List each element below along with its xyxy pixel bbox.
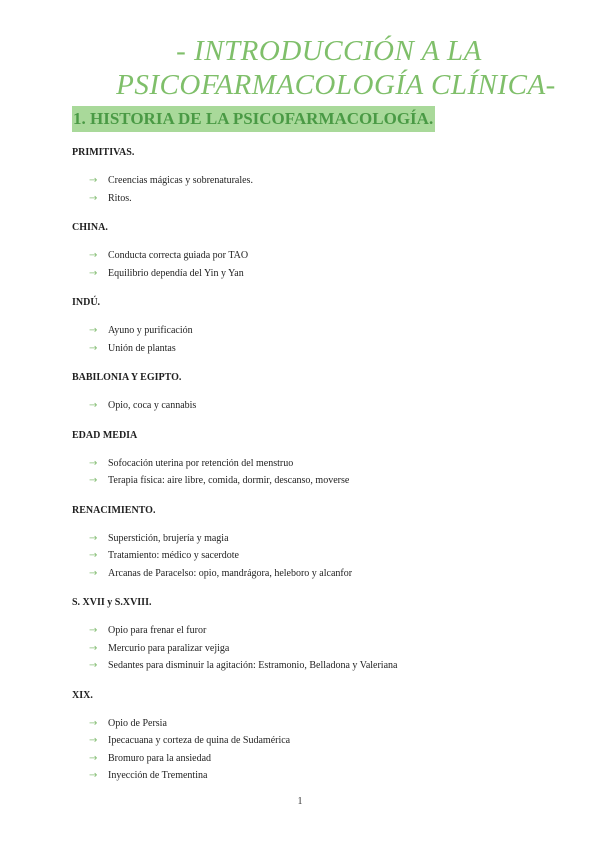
spacer — [72, 675, 532, 689]
list-item-text: Mercurio para paralizar vejiga — [108, 642, 230, 654]
list-item-text: Sedantes para disminuir la agitación: Estramonio, Belladona y Valeriana — [108, 660, 398, 671]
spacer — [72, 282, 532, 296]
era-list — [72, 715, 532, 785]
era-list — [72, 622, 532, 675]
list-item-text: Opio para frenar el furor — [108, 625, 207, 636]
spacer — [72, 309, 532, 322]
era-title: BABILONIA Y EGIPTO. — [72, 372, 182, 383]
arrow-right-icon: → — [89, 717, 98, 729]
arrow-right-icon: → — [89, 267, 98, 279]
era-title: XIX. — [72, 689, 93, 701]
list-item — [72, 397, 532, 415]
spacer — [72, 517, 532, 530]
arrow-right-icon: → — [89, 642, 98, 654]
list-item-text: Opio de Persia — [108, 717, 167, 729]
arrow-right-icon: → — [89, 457, 98, 469]
arrow-right-icon: → — [89, 475, 98, 486]
arrow-right-icon: → — [89, 752, 98, 764]
section-heading-wrapper — [72, 106, 435, 132]
list-item-text: Inyección de Trementina — [108, 770, 208, 781]
era-list — [72, 530, 532, 583]
list-item-text: Superstición, brujería y magia — [108, 532, 229, 544]
title-line-2: PSICOFARMACOLOGÍA CLÍNICA- — [116, 69, 556, 101]
list-item — [72, 750, 532, 768]
list-item — [72, 530, 532, 548]
list-item — [72, 622, 532, 640]
list-item-text: Creencias mágicas y sobrenaturales. — [108, 175, 253, 186]
spacer — [72, 234, 532, 247]
list-item — [72, 265, 532, 283]
spacer — [72, 357, 532, 371]
era-list — [72, 397, 532, 415]
arrow-right-icon: → — [89, 550, 98, 561]
list-item — [72, 767, 532, 785]
arrow-right-icon: → — [89, 342, 98, 354]
list-item — [72, 340, 532, 358]
spacer — [72, 609, 532, 622]
list-item — [72, 657, 532, 675]
list-item-text: Opio, coca y cannabis — [108, 400, 197, 411]
arrow-right-icon: → — [89, 532, 98, 544]
arrow-right-icon: → — [89, 250, 98, 261]
era-title: S. XVII y S.XVIII. — [72, 597, 152, 608]
title-line-1: - INTRODUCCIÓN A LA — [176, 35, 482, 67]
list-item-text: Sofocación uterina por retención del menstruo — [108, 457, 294, 469]
list-item — [72, 455, 532, 473]
spacer — [72, 442, 532, 455]
era-title: EDAD MEDIA — [72, 429, 138, 441]
list-item — [72, 322, 532, 340]
spacer — [72, 384, 532, 397]
list-item-text: Conducta correcta guiada por TAO — [108, 250, 249, 261]
list-item-text: Arcanas de Paracelso: opio, mandrágora, heleboro y alcanfor — [108, 567, 353, 579]
era-title: PRIMITIVAS. — [72, 147, 135, 158]
history-content — [72, 146, 532, 799]
arrow-right-icon: → — [89, 770, 98, 781]
list-item — [72, 172, 532, 190]
page-number: 1 — [297, 796, 303, 807]
spacer — [72, 702, 532, 715]
list-item — [72, 732, 532, 750]
list-item — [72, 640, 532, 658]
spacer — [72, 490, 532, 504]
arrow-right-icon: → — [89, 735, 98, 746]
list-item-text: Unión de plantas — [108, 342, 176, 354]
list-item-text: Tratamiento: médico y sacerdote — [108, 550, 239, 561]
list-item — [72, 472, 532, 490]
arrow-right-icon: → — [89, 325, 98, 336]
era-list — [72, 247, 532, 282]
section-heading: 1. HISTORIA DE LA PSICOFARMACOLOGÍA. — [72, 106, 435, 132]
list-item — [72, 190, 532, 208]
list-item — [72, 565, 532, 583]
list-item-text: Ipecacuana y corteza de quina de Sudamérica — [108, 735, 291, 746]
era-title: RENACIMIENTO. — [72, 504, 156, 516]
list-item-text: Terapia física: aire libre, comida, dormir, descanso, moverse — [108, 475, 350, 486]
list-item — [72, 715, 532, 733]
spacer — [72, 415, 532, 429]
era-title: INDÚ. — [72, 297, 101, 308]
list-item-text: Equilibrio dependía del Yin y Yan — [108, 267, 244, 279]
list-item — [72, 547, 532, 565]
arrow-right-icon: → — [89, 175, 98, 186]
era-list — [72, 322, 532, 357]
arrow-right-icon: → — [89, 400, 98, 411]
list-item-text: Ayuno y purificación — [108, 325, 193, 336]
arrow-right-icon: → — [89, 192, 98, 204]
era-list — [72, 455, 532, 490]
spacer — [72, 159, 532, 172]
list-item — [72, 247, 532, 265]
era-list — [72, 172, 532, 207]
arrow-right-icon: → — [89, 625, 98, 636]
arrow-right-icon: → — [89, 567, 98, 579]
spacer — [72, 207, 532, 221]
era-title: CHINA. — [72, 222, 108, 233]
list-item-text: Ritos. — [108, 192, 132, 204]
arrow-right-icon: → — [89, 660, 98, 671]
list-item-text: Bromuro para la ansiedad — [108, 752, 212, 764]
document-title — [0, 34, 600, 102]
spacer — [72, 582, 532, 596]
